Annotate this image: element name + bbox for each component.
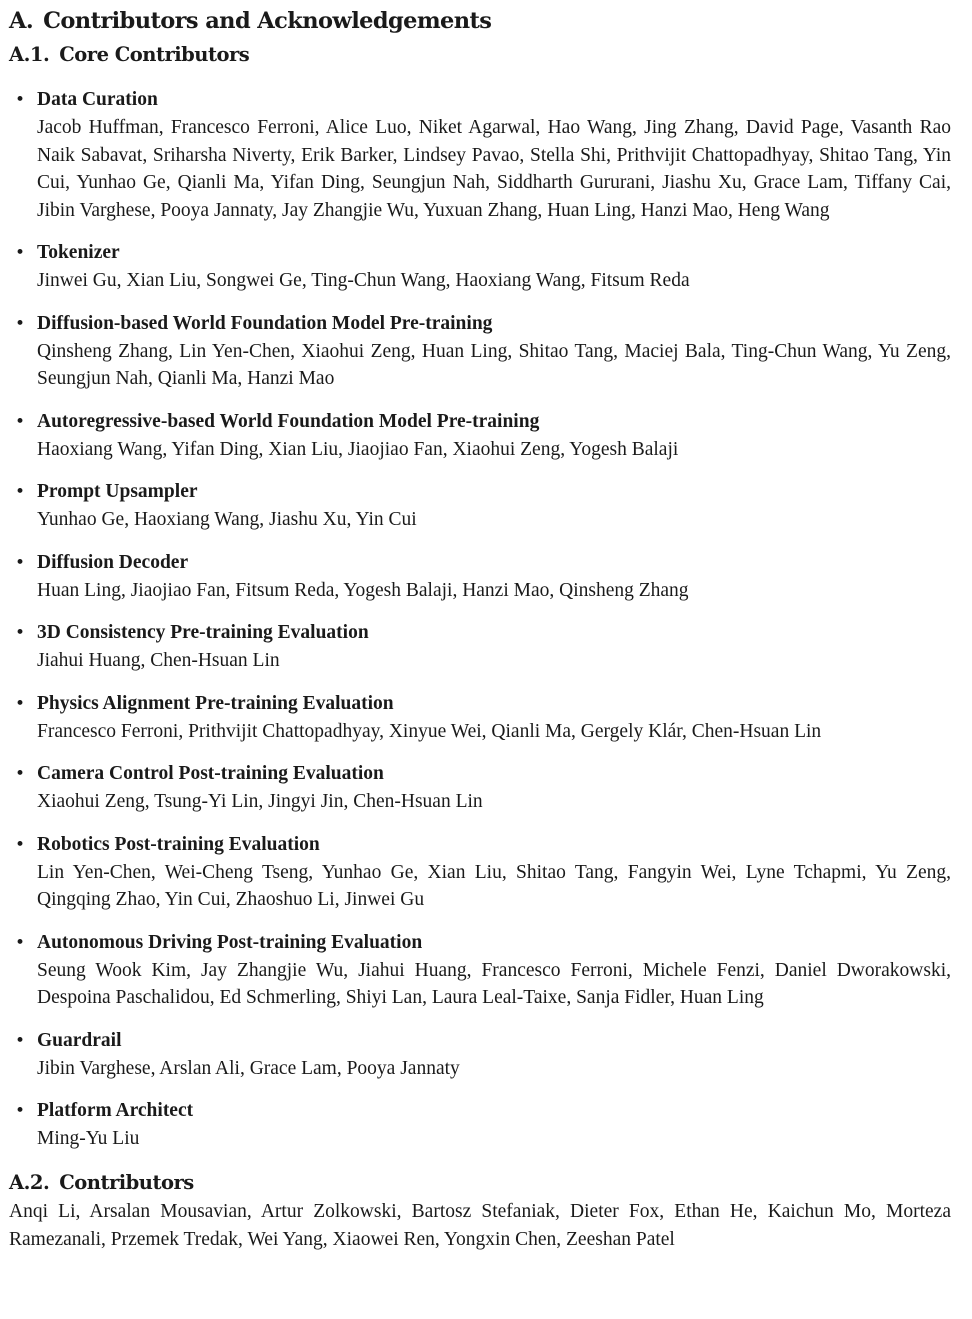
role-names: Xiaohui Zeng, Tsung-Yi Lin, Jingyi Jin, Chen-Hsuan Lin <box>37 791 483 812</box>
contributors-section <box>9 1168 963 1254</box>
role-names: Qinsheng Zhang, Lin Yen-Chen, Xiaohui Zeng, Huan Ling, Shitao Tang, Maciej Bala, Ting-Chun Wang, Yu Zeng, Seungjun Nah, Qianli Ma, Hanzi Mao <box>37 340 951 389</box>
core-contributors-list <box>9 86 963 1153</box>
bullet-icon: • <box>15 313 26 334</box>
role-title: Platform Architect <box>37 1100 194 1121</box>
role-item-camera-control-eval <box>9 760 963 816</box>
bullet-icon: • <box>15 623 26 643</box>
subsection-title: Contributors <box>59 1170 194 1194</box>
role-item-autonomous-driving-eval <box>9 929 963 1012</box>
role-title: Autonomous Driving Post-training Evaluation <box>37 931 423 953</box>
role-names: Jacob Huffman, Francesco Ferroni, Alice Luo, Niket Agarwal, Hao Wang, Jing Zhang, David Page, Vasanth Rao Naik Sabavat, Sriharsha Niverty, Erik Barker, Lindsey Pavao, Stella Shi, Prithvijit Chattopadhyay, Shitao Tang, Yin Cui, Yunhao Ge, Qianli Ma, Yifan Ding, Seungjun Nah, Siddharth Gururani, Jiashu Xu, Grace Lam, Tiffany Cai, Jibin Varghese, Pooya Jannaty, Jay Zhangjie Wu, Yuxuan Zhang, Huan Ling, Hanzi Mao, Heng Wang <box>37 117 951 221</box>
role-title: Camera Control Post-training Evaluation <box>37 763 384 784</box>
bullet-icon: • <box>15 482 26 502</box>
role-names: Seung Wook Kim, Jay Zhangjie Wu, Jiahui Huang, Francesco Ferroni, Michele Fenzi, Daniel Dworakowski, Despoina Paschalidou, Ed Schmerling, Shiyi Lan, Laura Leal-Taixe, Sanja Fidler, Huan Ling <box>37 959 951 1008</box>
role-item-prompt-upsampler <box>9 478 963 534</box>
role-title: Diffusion-based World Foundation Model Pre-training <box>37 312 493 334</box>
role-item-3d-consistency-eval <box>9 619 963 675</box>
role-names: Huan Ling, Jiaojiao Fan, Fitsum Reda, Yogesh Balaji, Hanzi Mao, Qinsheng Zhang <box>37 579 689 601</box>
role-item-tokenizer <box>9 239 963 295</box>
section-title: Contributors and Acknowledgements <box>43 8 492 34</box>
bullet-icon: • <box>15 411 26 432</box>
role-title: Tokenizer <box>37 242 120 263</box>
role-item-robotics-eval <box>9 831 963 914</box>
role-title: Autoregressive-based World Foundation Model Pre-training <box>37 410 540 432</box>
bullet-icon: • <box>15 764 26 784</box>
role-item-physics-alignment-eval <box>9 690 963 746</box>
role-title: 3D Consistency Pre-training Evaluation <box>37 622 369 643</box>
core-contributors-heading <box>9 40 963 70</box>
role-title: Robotics Post-training Evaluation <box>37 833 320 855</box>
bullet-icon: • <box>15 90 26 110</box>
role-item-diffusion-decoder <box>9 549 963 605</box>
section-heading <box>9 4 963 40</box>
subsection-title: Core Contributors <box>59 43 250 66</box>
role-names: Jiahui Huang, Chen-Hsuan Lin <box>37 650 280 671</box>
role-names: Jibin Varghese, Arslan Ali, Grace Lam, Pooya Jannaty <box>37 1057 460 1079</box>
role-item-platform-architect <box>9 1097 963 1153</box>
role-title: Prompt Upsampler <box>37 481 198 502</box>
bullet-icon: • <box>15 693 26 714</box>
role-item-data-curation <box>9 86 963 224</box>
role-item-guardrail <box>9 1027 963 1083</box>
role-item-autoregressive-pretraining <box>9 408 963 464</box>
role-names: Francesco Ferroni, Prithvijit Chattopadhyay, Xinyue Wei, Qianli Ma, Gergely Klár, Chen-Hsuan Lin <box>37 720 822 742</box>
bullet-icon: • <box>15 243 26 263</box>
role-title: Physics Alignment Pre-training Evaluation <box>37 692 394 714</box>
bullet-icon: • <box>15 834 26 855</box>
subsection-number: A.2. <box>9 1170 50 1194</box>
bullet-icon: • <box>15 932 26 953</box>
role-title: Guardrail <box>37 1029 122 1051</box>
role-names: Ming-Yu Liu <box>37 1128 140 1149</box>
role-title: Diffusion Decoder <box>37 551 189 573</box>
role-title: Data Curation <box>37 89 158 110</box>
bullet-icon: • <box>15 552 26 573</box>
role-names: Haoxiang Wang, Yifan Ding, Xian Liu, Jiaojiao Fan, Xiaohui Zeng, Yogesh Balaji <box>37 438 679 460</box>
bullet-icon: • <box>15 1101 26 1121</box>
subsection-number: A.1. <box>9 43 50 66</box>
contributors-heading <box>9 1168 963 1198</box>
bullet-icon: • <box>15 1030 26 1051</box>
role-names: Jinwei Gu, Xian Liu, Songwei Ge, Ting-Chun Wang, Haoxiang Wang, Fitsum Reda <box>37 270 690 291</box>
role-names: Lin Yen-Chen, Wei-Cheng Tseng, Yunhao Ge, Xian Liu, Shitao Tang, Fangyin Wei, Lyne Tchapmi, Yu Zeng, Qingqing Zhao, Yin Cui, Zhaoshuo Li, Jinwei Gu <box>37 861 951 910</box>
contributors-names: Anqi Li, Arsalan Mousavian, Artur Zolkowski, Bartosz Stefaniak, Dieter Fox, Ethan He, Kaichun Mo, Morteza Ramezanali, Przemek Tredak, Wei Yang, Xiaowei Ren, Yongxin Chen, Zeeshan Patel <box>9 1200 951 1250</box>
role-names: Yunhao Ge, Haoxiang Wang, Jiashu Xu, Yin Cui <box>37 509 417 530</box>
role-item-diffusion-pretraining <box>9 310 963 393</box>
section-number: A. <box>9 8 34 34</box>
